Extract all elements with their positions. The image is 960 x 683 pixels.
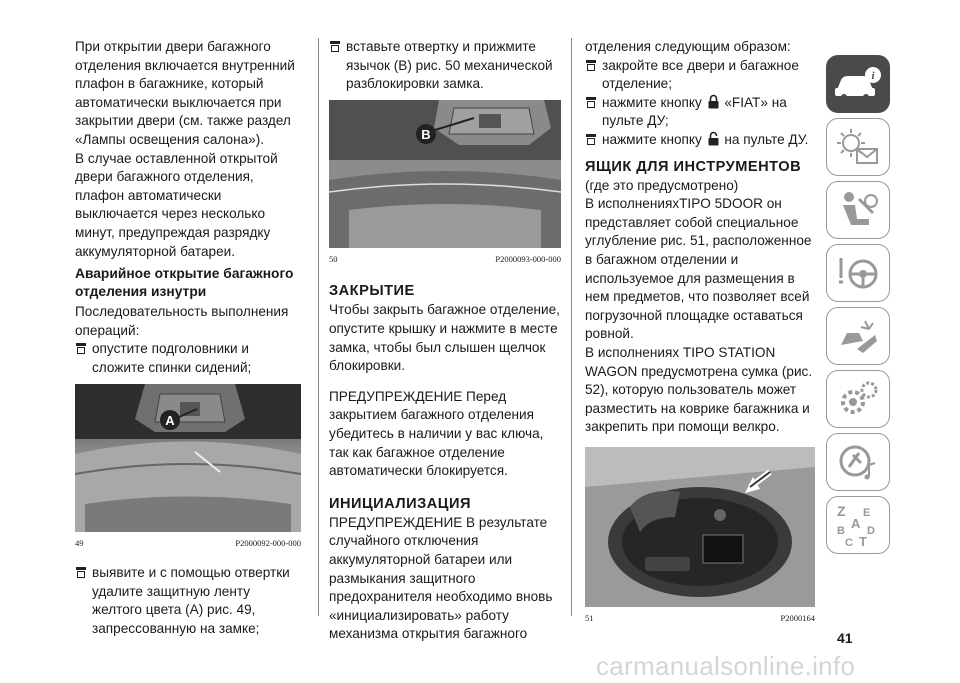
- warning-lights-icon: [835, 127, 881, 167]
- svg-text:Z: Z: [837, 503, 846, 519]
- page-number: 41: [837, 630, 853, 646]
- column-divider: [318, 38, 319, 616]
- svg-text:B: B: [837, 525, 845, 537]
- bullet-icon: [586, 134, 596, 146]
- tab-car-info[interactable]: [826, 55, 890, 113]
- gears-icon: [835, 378, 881, 420]
- figure-code: P2000092-000-000: [235, 537, 301, 548]
- bullet-icon: [586, 60, 596, 72]
- svg-text:A: A: [851, 516, 861, 531]
- bullet-item: [585, 94, 815, 131]
- lock-icon: [708, 94, 719, 109]
- bullet-icon: [76, 343, 86, 355]
- bullet-icon: [330, 41, 340, 53]
- bullet-icon: [76, 567, 86, 579]
- bullet-text: вставьте отвертку и прижмите язычок (B) рис. 50 механической разблокировки замка.: [346, 39, 553, 92]
- figure-51: [585, 447, 815, 628]
- tab-index[interactable]: [826, 496, 890, 554]
- tab-emergency[interactable]: [826, 307, 890, 365]
- bullet-text-part: на пульте ДУ.: [724, 131, 809, 147]
- bullet-text-part: нажмите кнопку: [602, 131, 702, 147]
- section-heading: ЗАКРЫТИЕ: [329, 283, 415, 300]
- steering-wheel-icon: [835, 252, 881, 294]
- paragraph: Последовательность выполнения операций:: [75, 304, 289, 338]
- alphabet-index-icon: [833, 502, 883, 548]
- bullet-text: [602, 131, 808, 150]
- svg-text:T: T: [859, 534, 867, 548]
- section-heading: ИНИЦИАЛИЗАЦИЯ: [329, 495, 471, 512]
- svg-text:E: E: [863, 507, 871, 519]
- warning-paragraph: ПРЕДУПРЕЖДЕНИЕ В результате случайного отключения аккумуляторной батареи или размыкания защитного предохранителя необходимо вновь «инициализировать» работу механизма открытия багажного: [329, 514, 553, 642]
- bullet-text-part: нажмите кнопку: [602, 94, 702, 110]
- svg-text:D: D: [867, 525, 875, 537]
- column-3: [585, 38, 815, 627]
- paragraph: В случае оставленной открытой двери багажного отделения, плафон автоматически выключается через несколько минут, предупреждая разрядку аккумуляторной батареи.: [75, 150, 278, 259]
- seat-airbag-icon: [835, 189, 881, 231]
- bullet-text: выявите и с помощью отвертки удалите защитную ленту желтого цвета (A) рис. 49, запрессованную на замке;: [92, 565, 290, 636]
- tool-box-photo: [585, 447, 815, 607]
- svg-text:i: i: [871, 70, 875, 82]
- warning-paragraph: ПРЕДУПРЕЖДЕНИЕ Перед закрытием багажного отделения убедитесь в наличии у вас ключа, так как багажное отделение автоматически блокируется.: [329, 388, 544, 479]
- bullet-text: опустите подголовники и сложите спинки сидений;: [92, 341, 252, 375]
- column-divider: [571, 38, 572, 616]
- paragraph: отделения следующим образом:: [585, 39, 791, 54]
- bullet-item: [585, 131, 815, 150]
- trunk-lock-photo: [75, 384, 301, 532]
- paragraph: В исполненияхTIPO 5DOOR он представляет собой специальное углубление рис. 51, расположенное в багажном отделении и используемое для размещения в нем предметов, что позволяет всей погрузочной площадке оставаться ровной.: [585, 196, 812, 342]
- tab-safety[interactable]: [826, 181, 890, 239]
- figure-50: [329, 100, 561, 269]
- paragraph: Чтобы закрыть багажное отделение, опустите крышку и нажмите в месте замка, чтобы был слышен щелчок блокировки.: [329, 302, 560, 374]
- unlock-icon: [708, 131, 719, 146]
- figure-number: 49: [75, 537, 84, 548]
- trunk-lock-tongue-photo: [329, 100, 561, 248]
- figure-49: [75, 384, 301, 553]
- tab-maintenance[interactable]: [826, 370, 890, 428]
- bullet-text: закройте все двери и багажное отделение;: [602, 57, 799, 92]
- figure-caption: [585, 609, 815, 628]
- tab-warning-lights[interactable]: [826, 118, 890, 176]
- paragraph: (где это предусмотрено): [585, 177, 739, 193]
- callout-label: A: [165, 412, 175, 428]
- chapter-tabs: [826, 55, 890, 559]
- section-heading: ЯЩИК ДЛЯ ИНСТРУМЕНТОВ: [585, 158, 802, 175]
- paragraph: В исполнениях TIPO STATION WAGON предусмотрена сумка (рис. 52), которую пользователь может разместить на коврике багажника и закрепить при помощи велкро.: [585, 344, 813, 435]
- tab-driving[interactable]: [826, 244, 890, 302]
- figure-code: P2000093-000-000: [495, 253, 561, 264]
- paragraph: При открытии двери багажного отделения включается внутренний плафон в багажнике, который автоматически выключается при закрытии двери (см. также раздел «Лампы освещения салона»).: [75, 39, 295, 147]
- bullet-item: [75, 564, 301, 638]
- multimedia-icon: [835, 441, 881, 483]
- column-1: [75, 38, 301, 638]
- svg-text:C: C: [845, 537, 853, 548]
- figure-caption: [75, 534, 301, 553]
- bullet-text-part: «FIAT» на пульте ДУ;: [602, 94, 787, 129]
- figure-number: 50: [329, 253, 338, 264]
- watermark: carmanualsonline.info: [596, 651, 856, 681]
- bullet-item: [75, 340, 301, 377]
- section-subheading: Аварийное открытие багажного отделения изнутри: [75, 266, 294, 300]
- bullet-item: [329, 38, 561, 94]
- figure-number: 51: [585, 612, 594, 623]
- bullet-item: [585, 57, 815, 94]
- column-2: [329, 38, 561, 644]
- bullet-text: [602, 94, 815, 131]
- tab-multimedia[interactable]: [826, 433, 890, 491]
- car-info-icon: [833, 66, 883, 102]
- figure-caption: [329, 250, 561, 269]
- callout-label: B: [421, 126, 431, 142]
- figure-code: P2000164: [780, 612, 815, 623]
- bullet-icon: [586, 97, 596, 109]
- car-accident-icon: [835, 315, 881, 357]
